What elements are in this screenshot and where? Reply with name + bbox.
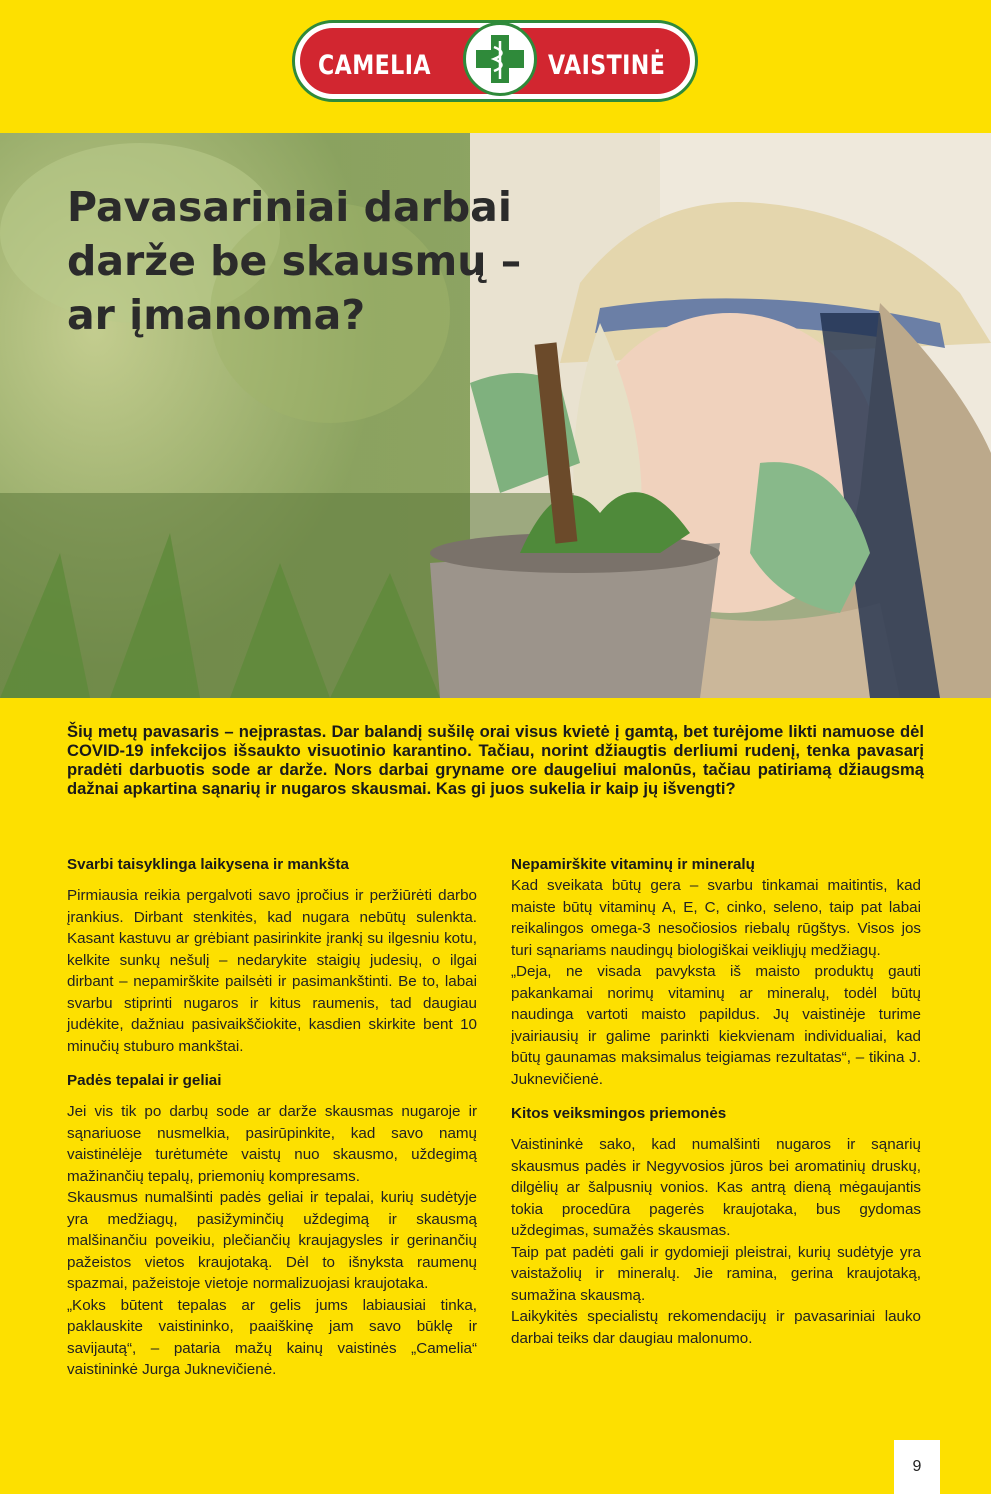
paragraph-ointments-quote: „Koks būtent tepalas ar gelis jums labiausiai tinka, paklauskite vaistininko, paaiškinę jam savo būklę ir savijautą“, – pataria mažų kainų vaistinės „Camelia“ vaistininkė Jurga Juknevičienė. <box>67 1296 477 1378</box>
paragraph-vitamins-1: Kad sveikata būtų gera – svarbu tinkamai maitintis, kad maiste būtų vitaminų A, E, C, cinko, seleno, taip pat labai reikalingos omega-3 nesočiosios riebalų rūgštys. Visos jos turi sąnariams naudingų biologiškai veikliųjų medžiagų. <box>511 877 921 959</box>
paragraph-remedies-3: Laikykitės specialistų rekomendacijų ir pavasariniai lauko darbai teiks dar daugiau malonumo. <box>511 1308 921 1347</box>
logo-red-band <box>300 28 690 94</box>
header-band <box>0 0 991 133</box>
paragraph-ointments-2: Skausmus numalšinti padės geliai ir tepalai, kurių sudėtyje yra medžiagų, pasižyminčių uždegimą ir skausmą malšinančiu poveikiu, plečiančių kraujagysles ir gerinančių pažeistos vietos kraujotaką. Dėl to išnyksta raumenų spazmai, pažeistoje vietoje normalizuojasi kraujotaka. <box>67 1189 477 1292</box>
page-number: 9 <box>912 1458 922 1475</box>
paragraph-posture: Pirmiausia reikia pergalvoti savo įpročius ir peržiūrėti darbo įrankius. Dirbant stenkitės, kad nugara nebūtų sulenkta. Kasant kastuvu ar grėbiant pasirinkite įrankį su ilgesniu kotu, kelkite sunkų nešulį – nedarykite staigių judesių, o ilgai dirbant – nepamirškite pailsėti ir pasimankštinti. Be to, labai svarbu stiprinti nugaros ir kitus raumenis, tad daugiau judėkite, dažniau pasivaikščiokite, kasdien skirkite bent 10 minučių stuburo mankštai. <box>67 887 477 1055</box>
paragraph-ointments-1: Jei vis tik po darbų sode ar darže skausmas nugaroje ir sąnariuose nusmelkia, pasirūpinkite, kad savo namų vaistinėlėje turėtumėte vaistų nuo skausmo, uždegimą mažinančių tepalų, priemonių kompresams. <box>67 1103 477 1185</box>
column-right <box>511 855 921 1349</box>
subheading-posture: Svarbi taisyklinga laikysena ir mankšta <box>67 856 349 873</box>
article-lead: Šių metų pavasaris – neįprastas. Dar balandį sušilę orai visus kvietė į gamtą, bet turėjome likti namuose dėl COVID-19 infekcijos išsaukto visuotinio karantino. Tačiau, norint džiaugtis derliumi rudenį, tenka pavasarį pradėti darbuotis sode ar darže. Nors darbai gryname ore daugeliui malonūs, tačiau patiriamą džiaugsmą dažnai apkartina sąnarių ir nugaros skausmai. Kas gi juos sukelia ir kaip jų išvengti? <box>67 722 924 798</box>
pharmacy-cross-icon <box>463 22 537 96</box>
logo-word-camelia: CAMELIA <box>318 50 431 81</box>
article-title: Pavasariniai darbai daržе be skausmų – ar įmanoma? <box>67 183 522 339</box>
paragraph-remedies-2: Taip pat padėti gali ir gydomieji pleistrai, kurių sudėtyje yra vaistažolių ir mineralų. Jie ramina, gerina kraujotaką, sumažina skausmą. <box>511 1243 921 1304</box>
subheading-ointments: Padės tepalai ir geliai <box>67 1072 222 1089</box>
paragraph-remedies-1: Vaistininkė sako, kad numalšinti nugaros ir sąnarių skausmus padės ir Negyvosios jūros bei aromatinių druskų, dilgėlių ar šalpusnių vonios. Kas antrą dieną mėgaujantis tokia procedūra pagerės kraujotaka, bus gydomas uždegimas, sumažės skausmas. <box>511 1136 921 1239</box>
logo-word-vaistine: VAISTINĖ <box>548 50 666 81</box>
subheading-vitamins: Nepamirškite vitaminų ir mineralų <box>511 856 755 873</box>
paragraph-vitamins-quote: „Deja, ne visada pavyksta iš maisto produktų gauti pakankamai norimų vitaminų ar mineralų, todėl būtų naudinga vartoti maisto papildus. Jų vaistinėje turime įvairiausių ir galime parinkti kiekvienam individualiai, kad būtų gaunamas maksimalus teigiamas rezultatas“, – tikina J. Juknevičienė. <box>511 963 921 1088</box>
column-left <box>67 855 477 1381</box>
camelia-logo[interactable] <box>292 20 698 102</box>
page-number-box <box>894 1440 940 1494</box>
subheading-other-remedies: Kitos veiksmingos priemonės <box>511 1105 727 1122</box>
